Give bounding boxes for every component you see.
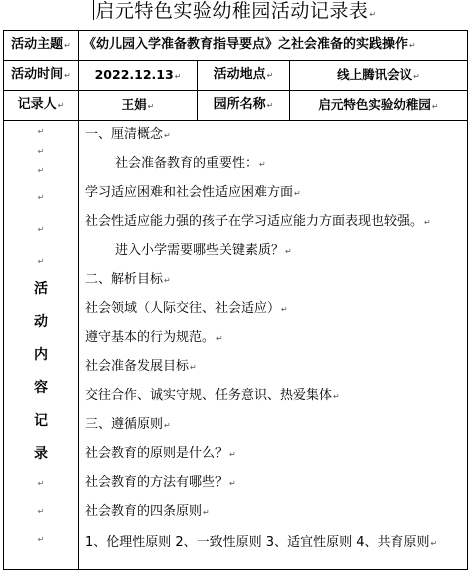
place-label: 活动地点 xyxy=(213,67,266,82)
recorder-label: 记录人 xyxy=(17,97,57,112)
paragraph-mark-icon: ↵ xyxy=(37,193,45,202)
cell-mark-icon: ↵ xyxy=(409,41,416,50)
paragraph-mark-icon: ↵ xyxy=(216,334,223,343)
theme-label-cell xyxy=(4,31,79,61)
content-body-cell[interactable] xyxy=(79,121,468,570)
time-value: 2022.12.13 xyxy=(94,66,174,82)
place-label-cell xyxy=(198,61,290,91)
place-value-cell[interactable] xyxy=(290,61,468,91)
school-label-cell xyxy=(198,91,290,121)
cell-mark-icon: ↵ xyxy=(147,101,155,111)
paragraph-mark-icon: ↵ xyxy=(164,131,171,140)
cell-mark-icon: ↵ xyxy=(431,101,439,111)
school-value-cell[interactable] xyxy=(290,91,468,121)
cell-mark-icon: ↵ xyxy=(266,71,274,80)
paragraph-mark-icon: ↵ xyxy=(229,479,236,488)
content-line: 1、伦理性原则 2、一致性原则 3、适宜性原则 4、共育原则↵ xyxy=(85,535,438,550)
paragraph-mark-icon: ↵ xyxy=(37,535,45,544)
paragraph-mark-icon: ↵ xyxy=(281,305,288,314)
paragraph-mark-icon: ↵ xyxy=(164,421,171,430)
content-line: 社会教育的方法有哪些？↵ xyxy=(85,475,236,490)
content-line: 遵守基本的行为规范。↵ xyxy=(85,330,223,345)
content-label-char: 容 xyxy=(34,380,48,396)
content-line: 社会领域（人际交往、社会适应）↵ xyxy=(85,301,288,316)
content-line: 交往合作、诚实守规、任务意识、热爱集体↵ xyxy=(85,388,340,403)
paragraph-mark-icon: ↵ xyxy=(37,257,45,266)
paragraph-mark-icon: ↵ xyxy=(37,507,45,516)
cell-mark-icon: ↵ xyxy=(413,71,420,81)
cell-mark-icon: ↵ xyxy=(174,71,182,81)
place-value: 线上腾讯会议 xyxy=(337,66,413,82)
content-label-column xyxy=(4,121,78,569)
school-value: 启元特色实验幼稚园 xyxy=(318,96,431,112)
content-line: 社会教育的四条原则↵ xyxy=(85,504,210,519)
paragraph-mark-icon: ↵ xyxy=(164,276,171,285)
content-row xyxy=(4,121,468,570)
content-label-char: 动 xyxy=(34,314,48,330)
content-line: 一、厘清概念↵ xyxy=(85,127,171,142)
paragraph-mark-icon: ↵ xyxy=(369,10,377,19)
time-label: 活动时间 xyxy=(11,67,64,82)
content-line: 三、遵循原则↵ xyxy=(85,417,171,432)
school-label: 园所名称 xyxy=(213,97,266,112)
content-line: 二、解析目标↵ xyxy=(85,272,171,287)
paragraph-mark-icon: ↵ xyxy=(333,392,340,401)
document-title-text: 启元特色实验幼稚园活动记录表 xyxy=(95,0,369,22)
content-line: 社会教育的原则是什么？↵ xyxy=(85,446,236,461)
cell-mark-icon: ↵ xyxy=(266,101,274,110)
theme-value: 《幼儿园入学准备教育指导要点》之社会准备的实践操作 xyxy=(83,37,409,52)
content-line: 学习适应困难和社会性适应困难方面↵ xyxy=(85,185,301,200)
cell-mark-icon: ↵ xyxy=(57,101,65,110)
activity-record-table xyxy=(3,30,468,570)
paragraph-mark-icon: ↵ xyxy=(285,247,292,256)
recorder-label-cell xyxy=(4,91,79,121)
time-label-cell xyxy=(4,61,79,91)
theme-label: 活动主题 xyxy=(11,37,64,52)
content-label-char: 记 xyxy=(34,413,48,429)
content-body xyxy=(79,121,467,569)
content-line: 社会准备发展目标↵ xyxy=(85,359,197,374)
paragraph-mark-icon: ↵ xyxy=(424,218,431,227)
recorder-school-row xyxy=(4,91,468,121)
content-line: 社会准备教育的重要性：↵ xyxy=(115,156,266,171)
content-label-cell xyxy=(4,121,79,570)
content-line: 进入小学需要哪些关键素质？↵ xyxy=(115,243,292,258)
paragraph-mark-icon: ↵ xyxy=(37,147,45,156)
document-title xyxy=(0,0,470,26)
recorder-value-cell[interactable] xyxy=(79,91,198,121)
content-line: 社会性适应能力强的孩子在学习适应能力方面表现也较强。↵ xyxy=(85,214,431,229)
paragraph-mark-icon: ↵ xyxy=(37,225,45,234)
paragraph-mark-icon: ↵ xyxy=(37,166,45,175)
paragraph-mark-icon: ↵ xyxy=(294,189,301,198)
paragraph-mark-icon: ↵ xyxy=(203,508,210,517)
paragraph-mark-icon: ↵ xyxy=(259,160,266,169)
time-value-cell[interactable] xyxy=(79,61,198,91)
paragraph-mark-icon: ↵ xyxy=(190,363,197,372)
recorder-value: 王娟 xyxy=(121,96,147,112)
theme-row xyxy=(4,31,468,61)
content-label-char: 活 xyxy=(34,281,48,297)
cell-mark-icon: ↵ xyxy=(64,41,71,50)
paragraph-mark-icon: ↵ xyxy=(430,539,438,548)
theme-value-cell[interactable] xyxy=(79,31,468,61)
cell-mark-icon: ↵ xyxy=(64,71,71,80)
paragraph-mark-icon: ↵ xyxy=(37,127,45,136)
content-label-char: 录 xyxy=(34,446,48,462)
time-place-row xyxy=(4,61,468,91)
content-label-char: 内 xyxy=(34,347,48,363)
paragraph-mark-icon: ↵ xyxy=(37,479,45,488)
paragraph-mark-icon: ↵ xyxy=(229,450,236,459)
